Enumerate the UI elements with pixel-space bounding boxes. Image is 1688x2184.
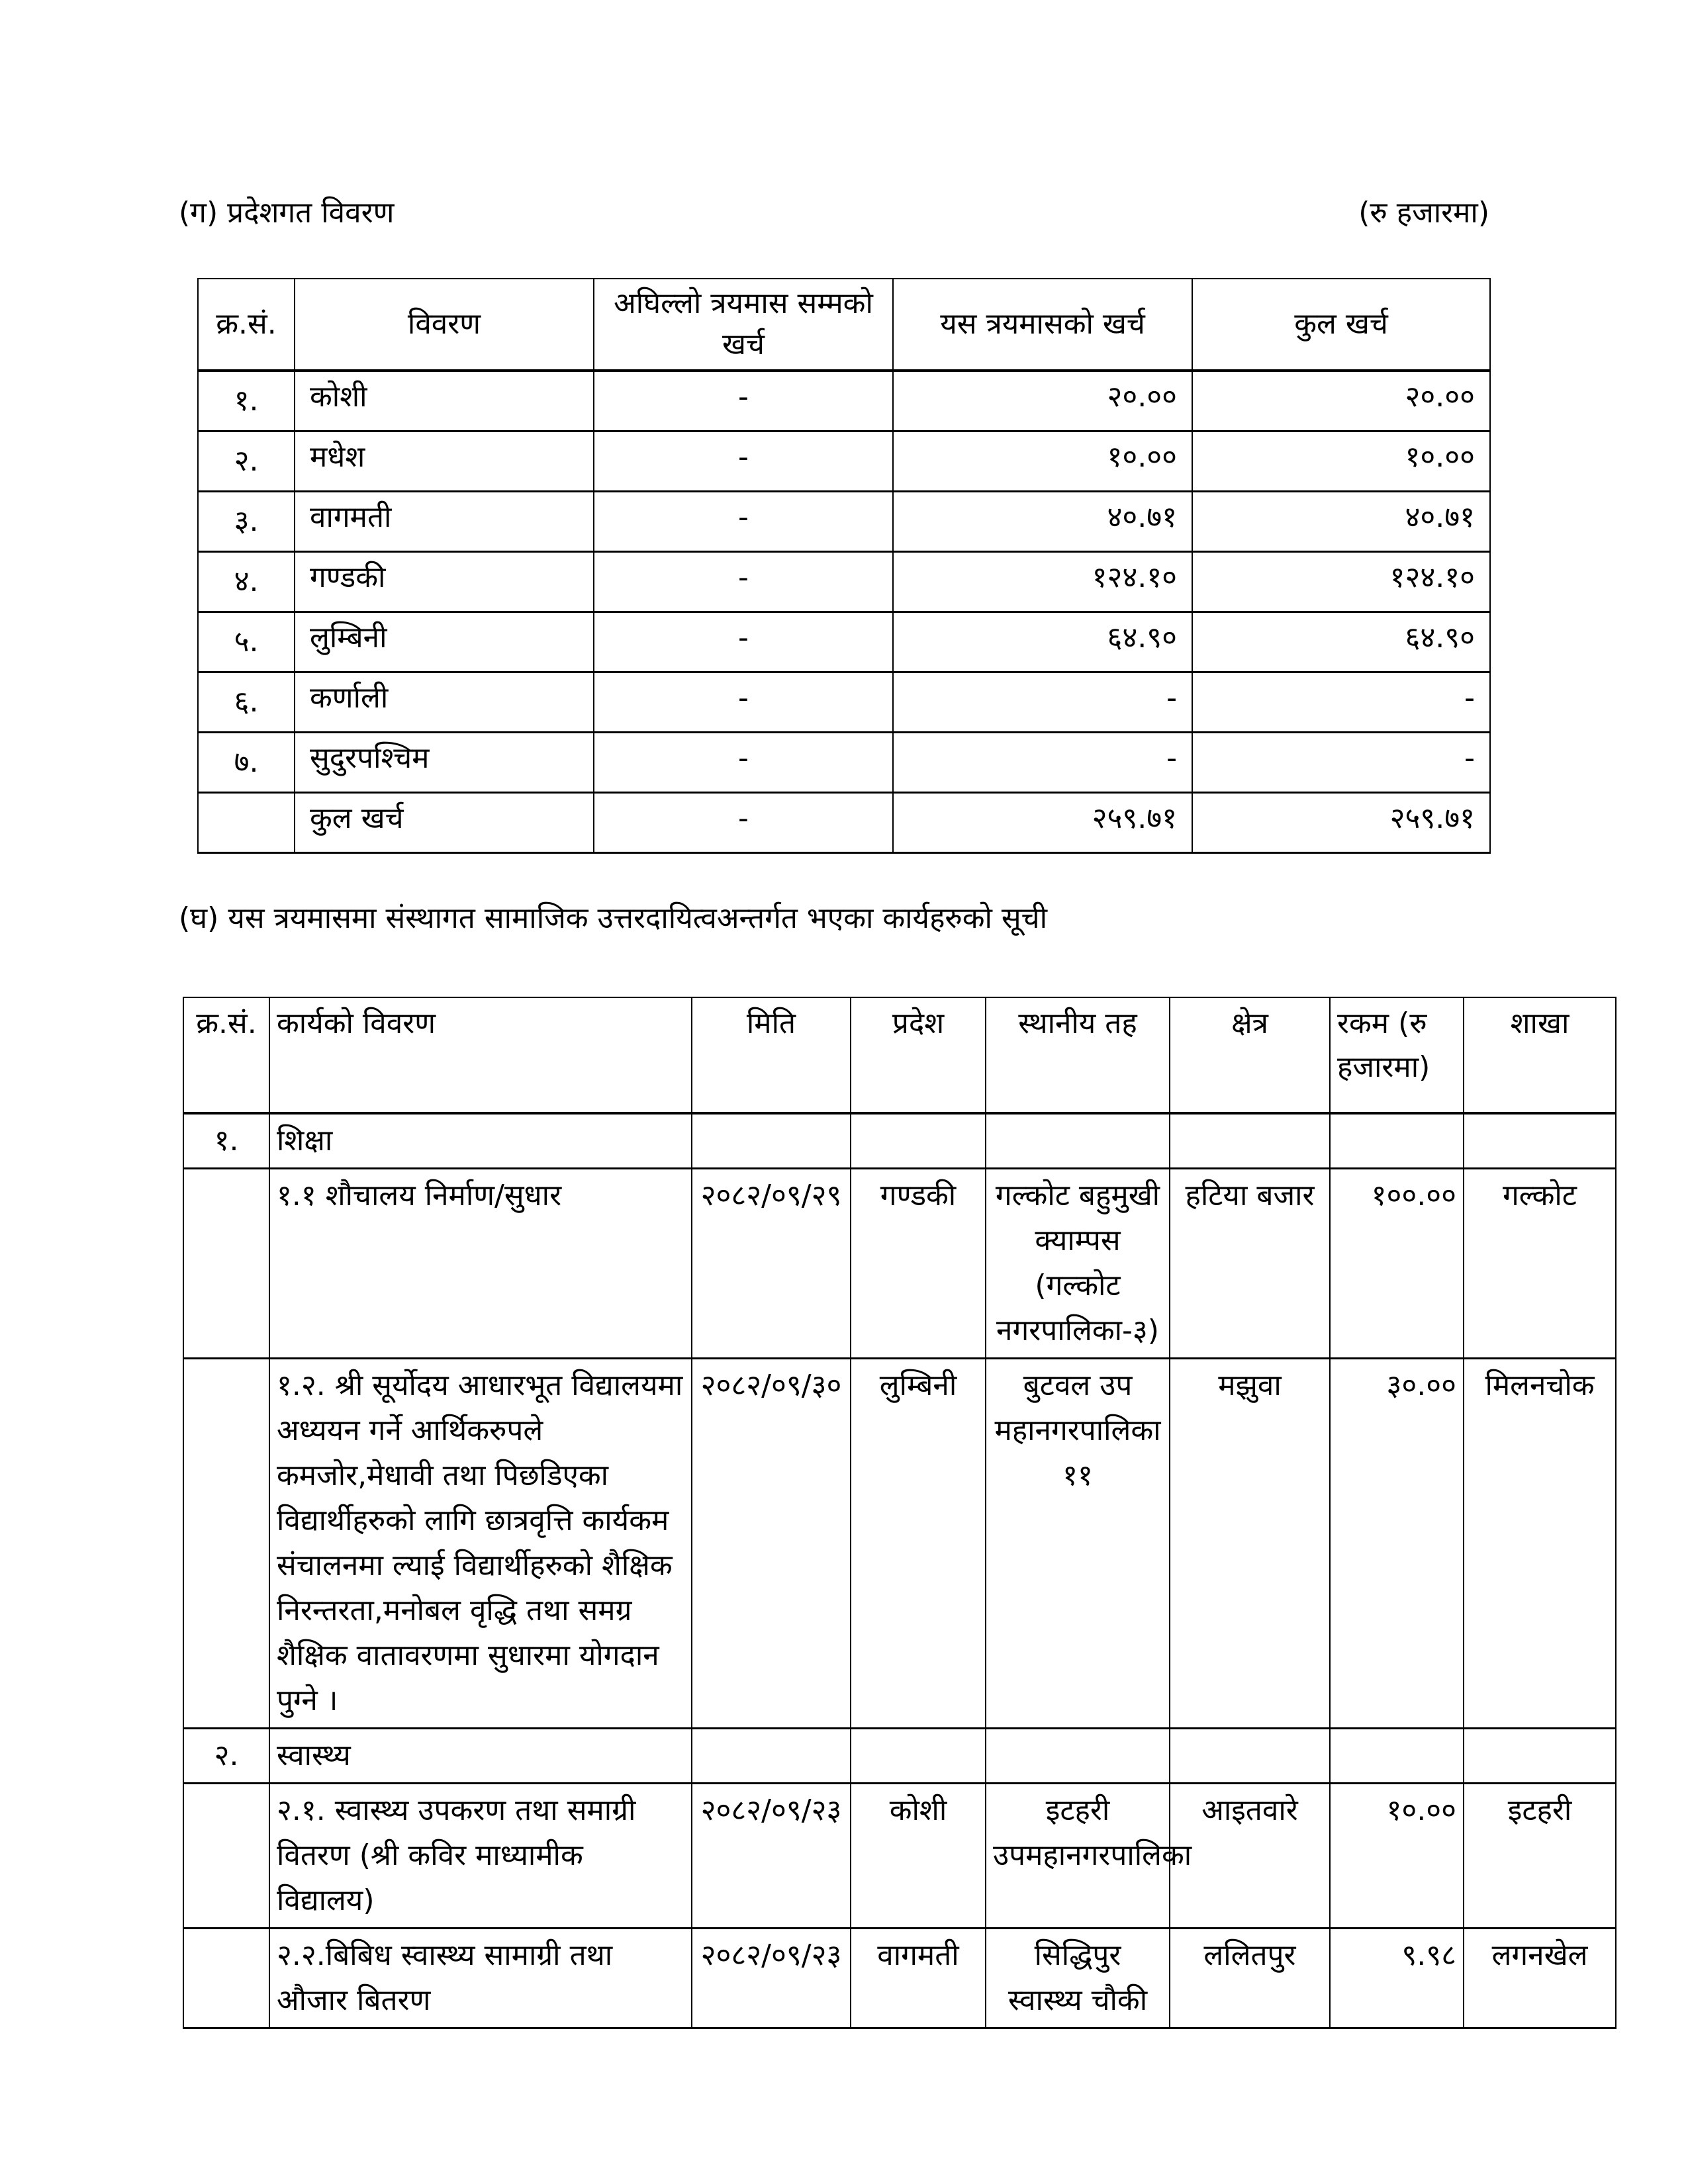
province-name: सुदुरपश्चिम xyxy=(295,733,594,793)
serial-number: ३. xyxy=(198,492,295,552)
previous-expense: - xyxy=(594,793,893,853)
empty-cell xyxy=(1170,1113,1330,1169)
province-name: कोशी xyxy=(295,371,594,432)
activity-date: २०८२/०९/२३ xyxy=(692,1784,851,1929)
province-row xyxy=(198,432,1490,492)
category-row xyxy=(183,1113,1616,1169)
activity-amount: ३०.०० xyxy=(1330,1359,1464,1729)
table-header-row xyxy=(183,997,1616,1113)
csr-activities-table xyxy=(183,997,1617,2029)
col-header-branch: शाखा xyxy=(1464,997,1616,1113)
empty-cell xyxy=(1464,1729,1616,1784)
province-row xyxy=(198,552,1490,612)
activity-local-level: बुटवल उप महानगरपालिका ११ xyxy=(986,1359,1170,1729)
province-name: कुल खर्च xyxy=(295,793,594,853)
col-header-sn: क्र.सं. xyxy=(198,279,295,371)
serial-number: १. xyxy=(198,371,295,432)
province-row xyxy=(198,492,1490,552)
total-expense: २०.०० xyxy=(1192,371,1490,432)
activity-date: २०८२/०९/३० xyxy=(692,1359,851,1729)
serial-number: ६. xyxy=(198,672,295,733)
col-header-total-expense: कुल खर्च xyxy=(1192,279,1490,371)
empty-cell xyxy=(692,1729,851,1784)
province-row xyxy=(198,371,1490,432)
activity-province: कोशी xyxy=(851,1784,986,1929)
activity-amount: १००.०० xyxy=(1330,1169,1464,1359)
province-name: लुम्बिनी xyxy=(295,612,594,672)
section-g-heading: (ग) प्रदेशगत विवरण xyxy=(179,196,395,230)
empty-cell xyxy=(986,1729,1170,1784)
empty-cell xyxy=(1330,1113,1464,1169)
activity-amount: ९.९८ xyxy=(1330,1929,1464,2028)
category-serial-number: १. xyxy=(183,1113,269,1169)
previous-expense: - xyxy=(594,612,893,672)
activity-description: २.२.बिबिध स्वास्थ्य सामाग्री तथा औजार बितरण xyxy=(269,1929,692,2028)
current-expense: - xyxy=(893,672,1192,733)
serial-number xyxy=(198,793,295,853)
province-row xyxy=(198,672,1490,733)
province-name: कर्णाली xyxy=(295,672,594,733)
activity-row xyxy=(183,1929,1616,2028)
activity-province: लुम्बिनी xyxy=(851,1359,986,1729)
col-header-amount: रकम (रु हजारमा) xyxy=(1330,997,1464,1113)
activity-area: मझुवा xyxy=(1170,1359,1330,1729)
total-expense: २५९.७१ xyxy=(1192,793,1490,853)
category-serial-number: २. xyxy=(183,1729,269,1784)
current-expense: १०.०० xyxy=(893,432,1192,492)
col-header-local-level: स्थानीय तह xyxy=(986,997,1170,1113)
previous-expense: - xyxy=(594,492,893,552)
current-expense: - xyxy=(893,733,1192,793)
activity-description: २.१. स्वास्थ्य उपकरण तथा समाग्री वितरण (श्री कविर माध्यामीक विद्यालय) xyxy=(269,1784,692,1929)
section-gh-heading: (घ) यस त्रयमासमा संस्थागत सामाजिक उत्तरदायित्वअन्तर्गत भएका कार्यहरुको सूची xyxy=(179,901,1048,935)
activity-province: वागमती xyxy=(851,1929,986,2028)
col-header-area: क्षेत्र xyxy=(1170,997,1330,1113)
activity-area: आइतवारे xyxy=(1170,1784,1330,1929)
activity-branch: इटहरी xyxy=(1464,1784,1616,1929)
current-expense: १२४.१० xyxy=(893,552,1192,612)
empty-cell xyxy=(183,1169,269,1359)
total-row xyxy=(198,793,1490,853)
empty-cell xyxy=(851,1113,986,1169)
table-header-row xyxy=(198,279,1490,371)
col-header-sn: क्र.सं. xyxy=(183,997,269,1113)
empty-cell xyxy=(986,1113,1170,1169)
current-expense: ६४.९० xyxy=(893,612,1192,672)
activity-description: १.१ शौचालय निर्माण/सुधार xyxy=(269,1169,692,1359)
empty-cell xyxy=(183,1359,269,1729)
total-expense: ६४.९० xyxy=(1192,612,1490,672)
total-expense: १२४.१० xyxy=(1192,552,1490,612)
current-expense: २५९.७१ xyxy=(893,793,1192,853)
province-row xyxy=(198,612,1490,672)
total-expense: - xyxy=(1192,672,1490,733)
previous-expense: - xyxy=(594,371,893,432)
category-name: स्वास्थ्य xyxy=(269,1729,692,1784)
serial-number: २. xyxy=(198,432,295,492)
serial-number: ४. xyxy=(198,552,295,612)
total-expense: - xyxy=(1192,733,1490,793)
col-header-description: विवरण xyxy=(295,279,594,371)
activity-row xyxy=(183,1784,1616,1929)
activity-area: हटिया बजार xyxy=(1170,1169,1330,1359)
activity-local-level: गल्कोट बहुमुखी क्याम्पस (गल्कोट नगरपालिका-३) xyxy=(986,1169,1170,1359)
activity-area: ललितपुर xyxy=(1170,1929,1330,2028)
serial-number: ५. xyxy=(198,612,295,672)
current-expense: २०.०० xyxy=(893,371,1192,432)
activity-date: २०८२/०९/२९ xyxy=(692,1169,851,1359)
col-header-date: मिति xyxy=(692,997,851,1113)
activity-amount: १०.०० xyxy=(1330,1784,1464,1929)
previous-expense: - xyxy=(594,733,893,793)
total-expense: १०.०० xyxy=(1192,432,1490,492)
activity-branch: मिलनचोक xyxy=(1464,1359,1616,1729)
province-name: वागमती xyxy=(295,492,594,552)
empty-cell xyxy=(1170,1729,1330,1784)
activity-date: २०८२/०९/२३ xyxy=(692,1929,851,2028)
previous-expense: - xyxy=(594,672,893,733)
activity-local-level: इटहरी उपमहानगरपालिका xyxy=(986,1784,1170,1929)
col-header-province: प्रदेश xyxy=(851,997,986,1113)
current-expense: ४०.७१ xyxy=(893,492,1192,552)
empty-cell xyxy=(183,1929,269,2028)
activity-branch: लगनखेल xyxy=(1464,1929,1616,2028)
previous-expense: - xyxy=(594,432,893,492)
category-row xyxy=(183,1729,1616,1784)
previous-expense: - xyxy=(594,552,893,612)
activity-branch: गल्कोट xyxy=(1464,1169,1616,1359)
activity-row xyxy=(183,1169,1616,1359)
province-expense-table xyxy=(197,278,1491,854)
empty-cell xyxy=(1330,1729,1464,1784)
activity-local-level: सिद्धिपुर स्वास्थ्य चौकी xyxy=(986,1929,1170,2028)
activity-row xyxy=(183,1359,1616,1729)
category-name: शिक्षा xyxy=(269,1113,692,1169)
province-name: मधेश xyxy=(295,432,594,492)
serial-number: ७. xyxy=(198,733,295,793)
unit-note: (रु हजारमा) xyxy=(1358,196,1489,230)
empty-cell xyxy=(1464,1113,1616,1169)
total-expense: ४०.७१ xyxy=(1192,492,1490,552)
activity-province: गण्डकी xyxy=(851,1169,986,1359)
activity-description: १.२. श्री सूर्योदय आधारभूत विद्यालयमा अध्ययन गर्ने आर्थिकरुपले कमजोर,मेधावी तथा पिछडिएका विद्यार्थीहरुको लागि छात्रवृत्ति कार्यकम संचालनमा ल्याई विद्यार्थीहरुको शैक्षिक निरन्तरता,मनोबल वृद्धि तथा समग्र शैक्षिक वातावरणमा सुधारमा योगदान पुग्ने । xyxy=(269,1359,692,1729)
col-header-current-expense: यस त्रयमासको खर्च xyxy=(893,279,1192,371)
province-name: गण्डकी xyxy=(295,552,594,612)
empty-cell xyxy=(692,1113,851,1169)
province-row xyxy=(198,733,1490,793)
col-header-activity-description: कार्यको विवरण xyxy=(269,997,692,1113)
empty-cell xyxy=(851,1729,986,1784)
empty-cell xyxy=(183,1784,269,1929)
col-header-previous-expense: अघिल्लो त्रयमास सम्मको खर्च xyxy=(594,279,893,371)
